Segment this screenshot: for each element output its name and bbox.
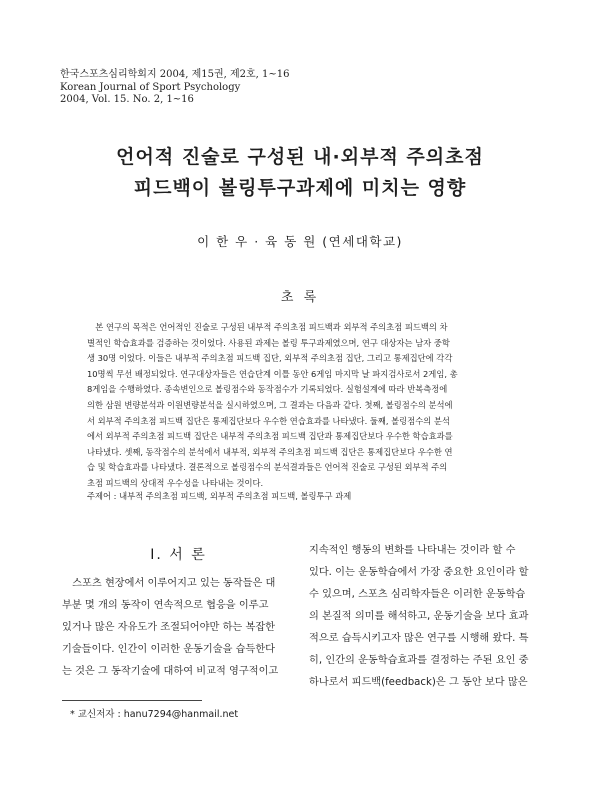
footnote-divider <box>62 700 202 701</box>
abstract-line: 서 외부적 주의초점 피드백 집단은 통제집단보다 우수한 연습효과를 나타냈다. 둘째, 볼링점수의 분석 <box>87 415 450 426</box>
body-line: 스포츠 현장에서 이루어지고 있는 동작들은 대 <box>62 578 276 589</box>
abstract-line: 10명씩 무선 배정되었다. 연구대상자들은 연습단계 이틀 동안 6게임 마지막 날 파지검사로서 2게임, 총 <box>87 368 458 379</box>
journal-line-volume: 2004, Vol. 15. No. 2, 1~16 <box>60 94 194 105</box>
body-line: 지속적인 행동의 변화를 나타내는 것이라 할 수 <box>309 545 516 556</box>
abstract-line: 습 및 학습효과를 나타냈다. 결론적으로 볼링점수의 분석결과들은 언어적 진술로 구성된 외부적 주의 <box>87 462 448 473</box>
body-line: 있다. 이는 운동학습에서 가장 중요한 요인이라 할 <box>309 567 529 578</box>
paper-title-line-1: 언어적 진술로 구성된 내·외부적 주의초점 <box>116 146 484 168</box>
body-line: 하나로서 피드백(feedback)은 그 동안 보다 많은 <box>309 677 528 688</box>
abstract-line: 초점 피드백의 상대적 우수성을 나타내는 것이다. <box>87 477 264 488</box>
authors: 이 한 우 · 육 동 원 (연세대학교) <box>197 234 403 249</box>
corresponding-author-footnote: * 교신저자 : hanu7294@hanmail.net <box>70 709 239 720</box>
body-line: 의 본질적 의미를 해석하고, 운동기술을 보다 효과 <box>309 611 529 622</box>
abstract-line: 별적인 학습효과를 검증하는 것이었다. 사용된 과제는 볼링 투구과제였으며, 연구 대상자는 남자 중학 <box>87 337 450 348</box>
body-line: 히, 인간의 운동학습효과를 결정하는 주된 요인 중 <box>309 655 529 666</box>
body-line: 있거나 많은 자유도가 조절되어야만 하는 복잡한 <box>62 622 276 633</box>
body-column-left <box>62 573 295 683</box>
body-line: 수 있으며, 스포츠 심리학자들은 이러한 운동학습 <box>309 589 526 600</box>
abstract-line: 본 연구의 목적은 언어적인 진술로 구성된 내부적 주의초점 피드백과 외부적 주의초점 피드백의 차 <box>87 322 448 332</box>
abstract-line: 에서 외부적 주의초점 피드백 집단은 내부적 주의초점 피드백 집단과 통제집단보다 우수한 학습효과를 <box>87 431 453 442</box>
body-line: 는 것은 그 동작기술에 대하여 비교적 영구적이고 <box>62 666 279 677</box>
journal-line-english: Korean Journal of Sport Psychology <box>60 81 241 93</box>
abstract-line: 나타냈다. 셋째, 동작점수의 분석에서 내부적, 외부적 주의초점 피드백 집단은 통제집단보다 우수한 연 <box>87 446 453 457</box>
body-line: 부분 몇 개의 동작이 연속적으로 협응을 이루고 <box>62 600 269 611</box>
body-line: 기술들이다. 인간이 이러한 운동기술을 습득한다 <box>62 644 276 655</box>
paper-title-line-2: 피드백이 볼링투구과제에 미치는 영향 <box>133 177 467 199</box>
body-column-right <box>309 540 545 694</box>
section-heading-introduction: Ⅰ. 서 론 <box>150 547 207 563</box>
abstract-line: 의한 삼원 변량분석과 이원변량분석을 실시하였으며, 그 결과는 다음과 같다. 첫째, 볼링점수의 분석에 <box>87 399 453 410</box>
journal-info <box>60 69 290 107</box>
abstract-heading: 초 록 <box>280 290 320 305</box>
abstract-body <box>87 320 517 492</box>
journal-line-korean: 한국스포츠심리학회지 2004, 제15권, 제2호, 1~16 <box>60 69 290 80</box>
abstract-line: 8게임을 수행하였다. 종속변인으로 볼링점수와 동작점수가 기록되었다. 실험설계에 따라 반복측정에 <box>87 384 448 395</box>
abstract-line: 생 30명 이었다. 이들은 내부적 주의초점 피드백 집단, 외부적 주의초점 집단, 그리고 통제집단에 각각 <box>87 353 453 364</box>
keywords: 주제어 : 내부적 주의초점 피드백, 외부적 주의초점 피드백, 볼링투구 과제 <box>87 491 352 501</box>
body-line: 적으로 습득시키고자 많은 연구를 시행해 왔다. 특 <box>309 633 529 644</box>
